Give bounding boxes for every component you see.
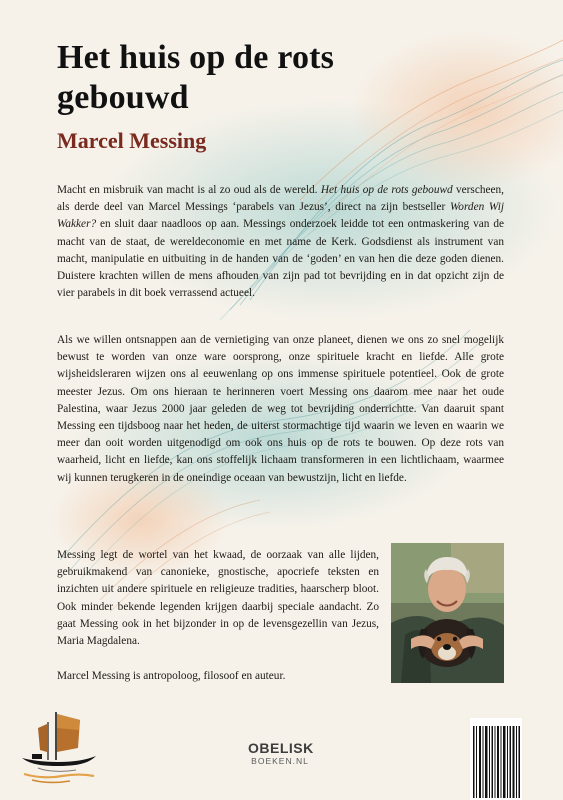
barcode [470,718,522,800]
author-photo [391,543,504,683]
blurb-paragraph-2: Als we willen ontsnappen aan de vernietiging van onze planeet, dienen we ons zo snel mogelijk bewust te worden van onze ware oorsprong, onze spirituele kracht en liefde. Alle grote wijsheidsleraren wijzen ons al eeuwenlang op ons immense spirituele potentieel. Ook de grote meester Jezus. Om ons hieraan te herinneren voert Messing ons daarom mee naar het oude Palestina, waar Jezus 2000 jaar geleden de weg tot bevrijding onderrichtte. Van daaruit spant Messing een tijdsboog naar het heden, de uiterst stormachtige tijd waarin we leven en waarin we meer dan ooit worden uitgenodigd om ook ons huis op de rots te bouwen. Op deze rots van waarheid, licht en liefde, kan ons stoffelijk lichaam transformeren in een lichtlichaam, waarmee wij kunnen terugkeren in de oneindige oceaan van bewustzijn, licht en liefde. [57,334,504,484]
book-author: Marcel Messing [57,128,207,153]
blurb-paragraph-1: Macht en misbruik van macht is al zo oud als de wereld. Het huis op de rots gebouwd verscheen, als derde deel van Marcel Messings ‘parabels van Jezus’, direct na zijn bestseller Worden Wij Wakker? en sluit daar naadloos op aan. Messings onderzoek leidde tot een ontmaskering van de macht van de staat, de wereldeconomie en met name de Kerk. Godsdienst als instrument van macht, manipulatie en uitbuiting in de handen van de ‘goden’ en van hen die deze goden dienen. Duistere krachten willen de mens afhouden van zijn pad tot bevrijding en in dat opzicht zijn de vier parabels in dit boek verrassend actueel. [57,184,504,300]
sailboat-icon [18,708,100,788]
publisher-logo-top: OBELISK [248,740,314,756]
publisher-logo-bottom: BOEKEN.NL [251,756,309,766]
author-bio: Marcel Messing is antropoloog, filosoof en auteur. [57,670,286,682]
publisher-logo [248,740,312,767]
blurb-paragraph-3: Messing legt de wortel van het kwaad, de oorzaak van alle lijden, gebruikmakend van canonieke, gnostische, apocriefe teksten en inzichten uit andere spirituele en religieuze tradities, haarscherp bloot. Ook minder bekende legenden krijgen daarbij speciale aandacht. Zo gaat Messing ook in het bijzonder in op de levensgezellin van Jezus, Maria Magdalena. [57,549,379,648]
book-title: Het huis op de rots gebouwd [57,39,335,116]
